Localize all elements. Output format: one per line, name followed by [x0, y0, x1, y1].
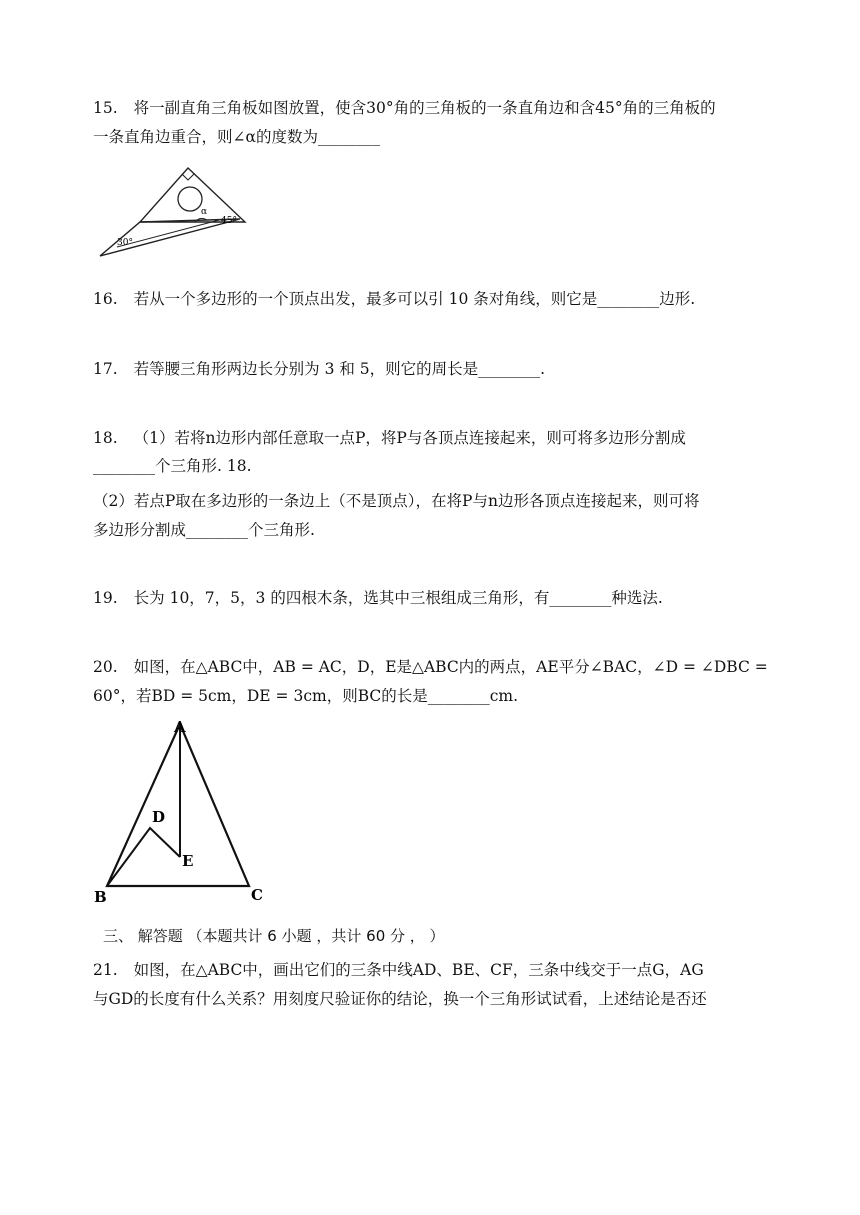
q17-number: 17. [93, 360, 118, 378]
q15-figure [95, 162, 255, 262]
q19-number: 19. [93, 589, 118, 607]
q21-line1 [93, 959, 704, 981]
triangle-abc [107, 724, 249, 886]
label-c: C [251, 886, 263, 904]
label-e: E [182, 852, 194, 870]
q20-figure [92, 712, 272, 912]
label-b: B [94, 888, 107, 906]
segment-bde [107, 828, 180, 886]
q17-line [93, 358, 545, 380]
q16-text: 若从一个多边形的一个顶点出发，最多可以引 10 条对角线，则它是________边形. [133, 290, 696, 308]
label-a: A [174, 718, 186, 736]
q20-text-1: 如图，在△ABC中，AB = AC，D，E是△ABC内的两点，AE平分∠BAC，∠D = ∠DBC = [133, 658, 768, 676]
q16-line [93, 288, 695, 310]
q21-number: 21. [93, 961, 118, 979]
q21-text-1: 如图，在△ABC中，画出它们的三条中线AD、BE、CF，三条中线交于一点G，AG [133, 961, 704, 979]
label-d: D [152, 808, 166, 826]
q18-line1 [93, 427, 686, 449]
q20-number: 20. [93, 658, 118, 676]
q16-number: 16. [93, 290, 118, 308]
circle-hole [178, 187, 202, 211]
section3-title: 三、 解答题 （本题共计 6 小题 ，共计 60 分 ， ） [103, 927, 445, 945]
q15-line2: 一条直角边重合，则∠α的度数为________ [93, 128, 380, 146]
q20-line1 [93, 656, 768, 678]
q18-text-1: （1）若将n边形内部任意取一点P，将P与各顶点连接起来，则可将多边形分割成 [133, 429, 686, 447]
q15-number: 15. [93, 99, 118, 117]
q18-line4: 多边形分割成________个三角形. [93, 521, 315, 539]
right-angle-mark [182, 174, 194, 180]
q18-line2: ________个三角形. 18. [93, 457, 252, 475]
q15-text-1: 将一副直角三角板如图放置，使含30°角的三角板的一条直角边和含45°角的三角板的 [133, 99, 716, 117]
q19-text: 长为 10，7，5，3 的四根木条，选其中三根组成三角形，有________种选法. [133, 589, 663, 607]
q19-line [93, 587, 663, 609]
q15-line1 [93, 97, 716, 119]
q20-line2: 60°，若BD = 5cm，DE = 3cm，则BC的长是________cm. [93, 687, 519, 705]
label-alpha: α [201, 207, 208, 217]
q18-line3: （2）若点P取在多边形的一条边上（不是顶点），在将P与n边形各顶点连接起来，则可将 [93, 492, 700, 510]
q21-line2: 与GD的长度有什么关系？用刻度尺验证你的结论，换一个三角形试试看，上述结论是否还 [93, 990, 707, 1008]
q17-text: 若等腰三角形两边长分别为 3 和 5，则它的周长是________. [133, 360, 546, 378]
q18-number: 18. [93, 429, 118, 447]
label-45: 45° [221, 216, 237, 226]
label-30: 30° [117, 238, 133, 248]
